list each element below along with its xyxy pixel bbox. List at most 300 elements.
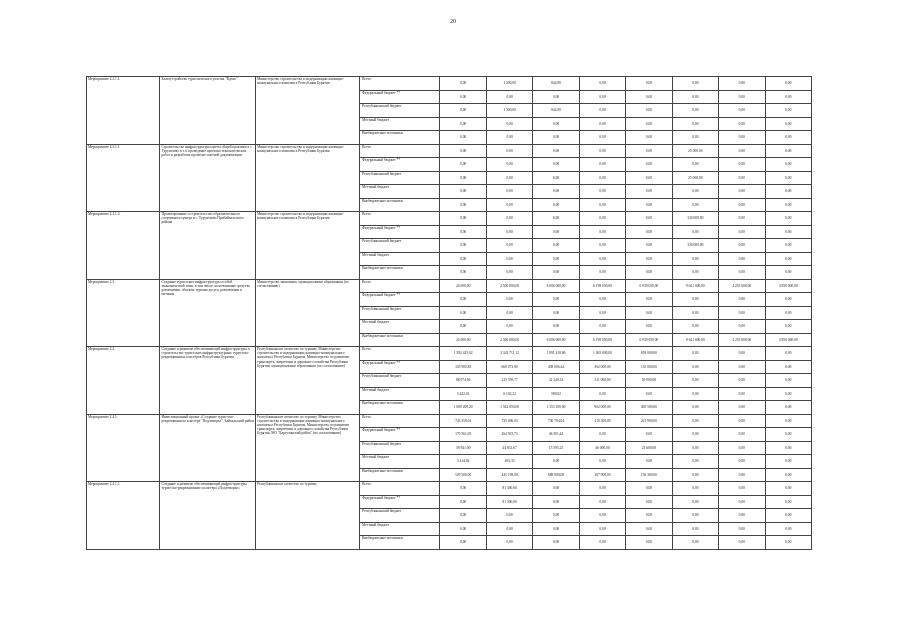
value-cell: 0,00 — [626, 320, 672, 334]
value-cell: 0,00 — [765, 536, 811, 550]
value-cell: 0,00 — [626, 293, 672, 307]
value-cell: 0,00 — [765, 374, 811, 388]
value-cell: 0,00 — [533, 252, 579, 266]
value-cell: 0,00 — [486, 252, 532, 266]
value-cell: 39 941,00 — [440, 441, 486, 455]
value-cell: 0,00 — [672, 387, 718, 401]
value-cell: 0,00 — [672, 428, 718, 442]
value-cell: 3 442,01 — [440, 387, 486, 401]
value-cell: 0,00 — [765, 495, 811, 509]
value-cell: 0,00 — [719, 401, 765, 415]
value-cell: 0,00 — [719, 131, 765, 145]
value-cell: 0,00 — [440, 185, 486, 199]
value-cell: 0,00 — [719, 482, 765, 496]
value-cell: 0,00 — [719, 252, 765, 266]
funding-source-cell: Внебюджетные источники — [360, 401, 440, 415]
value-cell: 0,00 — [579, 198, 625, 212]
table-row — [87, 279, 812, 293]
funding-source-cell: Федеральный бюджет ** — [360, 158, 440, 172]
funding-source-cell: Местный бюджет — [360, 252, 440, 266]
value-cell: 0,00 — [765, 482, 811, 496]
funding-source-cell: Республиканский бюджет — [360, 509, 440, 523]
value-cell: 0,00 — [626, 387, 672, 401]
funding-source-cell: Республиканский бюджет — [360, 441, 440, 455]
value-cell: 23 600,00 — [626, 441, 672, 455]
value-cell: 0,00 — [765, 509, 811, 523]
value-cell: 6 198 050,00 — [579, 279, 625, 293]
value-cell: 0,00 — [765, 414, 811, 428]
executor-cell: Министерство строительства и модернизации жилищно-коммунального комплекса Республики Бурятия — [256, 212, 360, 280]
value-cell: 0,00 — [579, 387, 625, 401]
value-cell: 0,00 — [533, 90, 579, 104]
funding-source-cell: Внебюджетные источники — [360, 333, 440, 347]
funding-source-cell: Внебюджетные источники — [360, 131, 440, 145]
value-cell: 6 006 000,00 — [533, 279, 579, 293]
value-cell: 0,00 — [626, 482, 672, 496]
value-cell: 0,00 — [440, 225, 486, 239]
value-cell: 458 006,44 — [533, 360, 579, 374]
value-cell: 0,00 — [486, 144, 532, 158]
value-cell: 0,00 — [765, 441, 811, 455]
measure-name-cell: Проектирование и строительство образовательного спортивного центра в с. Турунтаево Прибайкальского района — [160, 212, 256, 280]
value-cell: 0,00 — [765, 239, 811, 253]
value-cell: 0,00 — [533, 536, 579, 550]
value-cell: 0,00 — [579, 536, 625, 550]
value-cell: 660 073,80 — [486, 360, 532, 374]
value-cell: 0,00 — [533, 266, 579, 280]
measure-id-cell: Мероприятие 2.2.1.2. — [87, 212, 160, 280]
value-cell: 0,00 — [486, 90, 532, 104]
value-cell: 0,00 — [626, 522, 672, 536]
table-row — [87, 414, 812, 428]
value-cell: 0,00 — [440, 171, 486, 185]
value-cell: 0,00 — [765, 360, 811, 374]
value-cell: 0,00 — [719, 414, 765, 428]
value-cell: 0,00 — [579, 144, 625, 158]
value-cell: 0,00 — [626, 455, 672, 469]
value-cell: 6 102,22 — [486, 387, 532, 401]
value-cell: 0,00 — [579, 90, 625, 104]
value-cell: 1 000 200,20 — [440, 401, 486, 415]
value-cell: 0,00 — [533, 320, 579, 334]
measure-name-cell: Создание и развитие обеспечивающей инфраструктуры и строительство туристских инфраструктурных туристско-рекреационных кластеров Республики Бурятия — [160, 347, 256, 415]
value-cell: 0,00 — [626, 212, 672, 226]
value-cell: 0,00 — [486, 522, 532, 536]
value-cell: 0,00 — [765, 252, 811, 266]
value-cell: 730 704,04 — [533, 414, 579, 428]
value-cell: 0,00 — [533, 306, 579, 320]
measure-name-cell: Строительство инфраструктуры цветы общей практики в с. Турунтаево в т.ч. проведение проектно-изыскательских работ и разработка проектно-сметной документации — [160, 144, 256, 212]
value-cell: 0,00 — [486, 158, 532, 172]
value-cell: 902 000,00 — [579, 401, 625, 415]
value-cell: 842,00 — [533, 104, 579, 118]
funding-source-cell: Федеральный бюджет ** — [360, 428, 440, 442]
value-cell: 1 300,00 — [486, 77, 532, 91]
value-cell: 0,00 — [579, 131, 625, 145]
measure-name-cell: Создание и развитие обеспечивающей инфраструктуры туристско-рекреационного кластера «Подлеморье» — [160, 482, 256, 550]
value-cell: 0,00 — [579, 482, 625, 496]
value-cell: 0,00 — [765, 131, 811, 145]
value-cell: 688 000,00 — [533, 468, 579, 482]
value-cell: 0,00 — [533, 482, 579, 496]
value-cell: 0,00 — [533, 185, 579, 199]
value-cell: 0,00 — [719, 239, 765, 253]
value-cell: 0,00 — [626, 509, 672, 523]
value-cell: 0,00 — [672, 131, 718, 145]
funding-source-cell: Республиканский бюджет — [360, 239, 440, 253]
value-cell: 0,00 — [579, 522, 625, 536]
value-cell: 1 542 050,00 — [486, 401, 532, 415]
value-cell: 0,00 — [672, 90, 718, 104]
value-cell: 0,00 — [626, 252, 672, 266]
value-cell: 0,00 — [719, 468, 765, 482]
funding-source-cell: Всего — [360, 482, 440, 496]
value-cell: 0,00 — [440, 252, 486, 266]
value-cell: 0,00 — [626, 536, 672, 550]
value-cell: 0,00 — [765, 306, 811, 320]
value-cell: 0,00 — [440, 90, 486, 104]
value-cell: 0,00 — [533, 144, 579, 158]
value-cell: 0,00 — [533, 509, 579, 523]
value-cell: 25 000,00 — [672, 144, 718, 158]
value-cell: 0,00 — [626, 171, 672, 185]
value-cell: 0,00 — [765, 225, 811, 239]
value-cell: 1 353 100,00 — [533, 401, 579, 415]
value-cell: 0,00 — [440, 198, 486, 212]
value-cell: 842,00 — [533, 77, 579, 91]
value-cell: 493,33 — [486, 455, 532, 469]
funding-source-cell: Внебюджетные источники — [360, 536, 440, 550]
funding-table — [86, 76, 812, 550]
value-cell: 6 939 050,00 — [626, 279, 672, 293]
funding-source-cell: Всего — [360, 414, 440, 428]
value-cell: 6 006 000,00 — [533, 333, 579, 347]
value-cell: 6 939 050,00 — [626, 333, 672, 347]
value-cell: 311 000,00 — [579, 374, 625, 388]
table-row — [87, 144, 812, 158]
value-cell: 0,00 — [440, 117, 486, 131]
value-cell: 0,00 — [486, 239, 532, 253]
executor-cell: Министерство экономики, муниципальные образования (по согласованию) — [256, 279, 360, 347]
measure-id-cell: Мероприятие 2.2.1.1 — [87, 144, 160, 212]
value-cell: 0,00 — [672, 495, 718, 509]
value-cell: 0,00 — [672, 320, 718, 334]
funding-source-cell: Республиканский бюджет — [360, 306, 440, 320]
value-cell: 0,00 — [533, 239, 579, 253]
executor-cell: Республиканское агентство по туризму, Министерство строительства и модернизации жилищно-коммунального комплекса Республики Бурятия, Министерство по развитию транспорта, энергетики и дорожного хозяйства Республики Бурятия, муниципальные образования (по согласованию) — [256, 347, 360, 415]
value-cell: 0,00 — [719, 387, 765, 401]
value-cell: 0,00 — [719, 509, 765, 523]
value-cell: 0,00 — [672, 117, 718, 131]
value-cell: 735 496,03 — [486, 414, 532, 428]
value-cell: 0,00 — [626, 266, 672, 280]
funding-table-body — [87, 77, 812, 550]
value-cell: 405 500,00 — [626, 401, 672, 415]
value-cell: 0,00 — [579, 306, 625, 320]
value-cell: 0,00 — [440, 306, 486, 320]
value-cell: 0,00 — [719, 428, 765, 442]
funding-source-cell: Местный бюджет — [360, 387, 440, 401]
value-cell: 0,00 — [765, 401, 811, 415]
value-cell: 0,00 — [719, 522, 765, 536]
funding-source-cell: Местный бюджет — [360, 320, 440, 334]
funding-source-cell: Федеральный бюджет ** — [360, 293, 440, 307]
value-cell: 0,00 — [719, 225, 765, 239]
value-cell: 0,00 — [533, 522, 579, 536]
value-cell: 0,00 — [719, 185, 765, 199]
value-cell: 0,00 — [765, 158, 811, 172]
value-cell: 6 198 050,00 — [579, 333, 625, 347]
value-cell: 0,00 — [440, 320, 486, 334]
value-cell: 0,00 — [486, 171, 532, 185]
funding-source-cell: Местный бюджет — [360, 455, 440, 469]
value-cell: 0,00 — [579, 117, 625, 131]
funding-source-cell: Республиканский бюджет — [360, 171, 440, 185]
value-cell: 0,00 — [672, 468, 718, 482]
value-cell: 0,00 — [765, 212, 811, 226]
funding-source-cell: Республиканский бюджет — [360, 104, 440, 118]
value-cell: 0,00 — [672, 455, 718, 469]
value-cell: 0,00 — [672, 225, 718, 239]
value-cell: 4 253 000,00 — [719, 279, 765, 293]
value-cell: 0,00 — [486, 320, 532, 334]
value-cell: 0,00 — [719, 441, 765, 455]
value-cell: 0,00 — [533, 495, 579, 509]
value-cell: 15 595,25 — [533, 441, 579, 455]
value-cell: 0,00 — [486, 185, 532, 199]
value-cell: 0,00 — [719, 104, 765, 118]
value-cell: 0,00 — [672, 374, 718, 388]
value-cell: 9 641 000,00 — [672, 333, 718, 347]
value-cell: 3 850 000,00 — [765, 333, 811, 347]
measure-name-cell: Создание туристских инфраструктуры особой экономической зоны, в том числе: коллективные средства размещения, объекты туризма досуга, развлечения и питания — [160, 279, 256, 347]
value-cell: 0,00 — [486, 225, 532, 239]
value-cell: 0,00 — [765, 198, 811, 212]
value-cell: 0,00 — [719, 293, 765, 307]
value-cell: 0,00 — [579, 158, 625, 172]
value-cell: 0,00 — [765, 468, 811, 482]
value-cell: 0,00 — [486, 117, 532, 131]
value-cell: 0,00 — [533, 117, 579, 131]
value-cell: 0,00 — [533, 225, 579, 239]
value-cell: 0,00 — [579, 455, 625, 469]
value-cell: 445 109,00 — [486, 468, 532, 482]
value-cell: 0,00 — [626, 198, 672, 212]
value-cell: 0,00 — [486, 198, 532, 212]
value-cell: 0,00 — [765, 104, 811, 118]
value-cell: 2 506 000,00 — [486, 333, 532, 347]
value-cell: 0,00 — [719, 144, 765, 158]
executor-cell: Республиканское агентство по туризму — [256, 482, 360, 550]
value-cell: 4 253 000,00 — [719, 333, 765, 347]
value-cell: 0,00 — [719, 90, 765, 104]
value-cell: 0,00 — [440, 239, 486, 253]
value-cell: 32 240,34 — [533, 374, 579, 388]
value-cell: 0,00 — [579, 239, 625, 253]
value-cell: 0,00 — [672, 252, 718, 266]
value-cell: 0,00 — [486, 266, 532, 280]
value-cell: 0,00 — [440, 509, 486, 523]
value-cell: 59 000,00 — [626, 374, 672, 388]
value-cell: 0,00 — [440, 144, 486, 158]
table-row — [87, 77, 812, 91]
value-cell: 46 000,00 — [579, 441, 625, 455]
value-cell: 0,00 — [672, 360, 718, 374]
executor-cell: Министерство строительства и модернизации жилищно-коммунального комплекса Республики Бурятия — [256, 144, 360, 212]
value-cell: 362 000,00 — [579, 360, 625, 374]
value-cell: 24 831,67 — [486, 441, 532, 455]
value-cell: 0,00 — [719, 266, 765, 280]
value-cell: 1 300,00 — [486, 104, 532, 118]
value-cell: 0,00 — [719, 455, 765, 469]
value-cell: 88 074,96 — [440, 374, 486, 388]
value-cell: 24 000,00 — [440, 279, 486, 293]
value-cell: 0,00 — [626, 90, 672, 104]
funding-source-cell: Всего — [360, 347, 440, 361]
value-cell: 0,00 — [672, 306, 718, 320]
value-cell: 0,00 — [626, 158, 672, 172]
value-cell: 0,00 — [579, 185, 625, 199]
value-cell: 0,00 — [672, 401, 718, 415]
measure-id-cell: Мероприятие 2.4.1.1. — [87, 482, 160, 550]
value-cell: 0,00 — [672, 158, 718, 172]
value-cell: 0,00 — [672, 509, 718, 523]
value-cell: 0,00 — [719, 198, 765, 212]
value-cell: 9 641 000,00 — [672, 279, 718, 293]
value-cell: 0,00 — [626, 495, 672, 509]
value-cell: 0,00 — [672, 441, 718, 455]
funding-source-cell: Всего — [360, 77, 440, 91]
funding-source-cell: Всего — [360, 279, 440, 293]
value-cell: 170 561,05 — [440, 428, 486, 442]
value-cell: 0,00 — [533, 158, 579, 172]
value-cell: 0,00 — [626, 225, 672, 239]
funding-source-cell: Местный бюджет — [360, 185, 440, 199]
value-cell: 0,00 — [579, 495, 625, 509]
value-cell: 0,00 — [533, 198, 579, 212]
funding-source-cell: Внебюджетные источники — [360, 198, 440, 212]
value-cell: 0,00 — [719, 212, 765, 226]
value-cell: 0,00 — [486, 306, 532, 320]
value-cell: 0,00 — [533, 171, 579, 185]
value-cell: 0,00 — [579, 252, 625, 266]
value-cell: 46 501,44 — [533, 428, 579, 442]
value-cell: 0,00 — [579, 225, 625, 239]
table-row — [87, 212, 812, 226]
funding-source-cell: Внебюджетные источники — [360, 266, 440, 280]
value-cell: 0,00 — [440, 77, 486, 91]
value-cell: 0,00 — [765, 171, 811, 185]
measure-id-cell: Мероприятие 2.2.1.1. — [87, 77, 160, 145]
value-cell: 0,00 — [765, 77, 811, 91]
value-cell: 0,00 — [765, 320, 811, 334]
value-cell: 0,00 — [626, 306, 672, 320]
value-cell: 156 300,00 — [626, 468, 672, 482]
value-cell: 0,00 — [579, 104, 625, 118]
value-cell: 3 850 000,00 — [765, 279, 811, 293]
value-cell: 0,00 — [765, 185, 811, 199]
value-cell: 0,00 — [486, 536, 532, 550]
funding-source-cell: Всего — [360, 144, 440, 158]
value-cell: 81 300,00 — [486, 495, 532, 509]
value-cell: 0,00 — [765, 455, 811, 469]
value-cell: 0,00 — [672, 198, 718, 212]
funding-source-cell: Местный бюджет — [360, 522, 440, 536]
value-cell: 0,00 — [672, 522, 718, 536]
executor-cell: Министерство строительства и модернизации жилищно-коммунального комплекса Республики Бурятия — [256, 77, 360, 145]
value-cell: 0,00 — [486, 293, 532, 307]
measure-id-cell: Мероприятие 2.4. — [87, 347, 160, 415]
value-cell: 0,00 — [765, 387, 811, 401]
value-cell: 335 905,85 — [440, 360, 486, 374]
value-cell: 0,00 — [579, 509, 625, 523]
value-cell: 0,00 — [579, 77, 625, 91]
value-cell: 0,00 — [719, 360, 765, 374]
value-cell: 0,00 — [719, 374, 765, 388]
value-cell: 24 000,00 — [440, 333, 486, 347]
value-cell: 0,00 — [440, 266, 486, 280]
value-cell: 0,00 — [626, 144, 672, 158]
value-cell: 0,00 — [672, 536, 718, 550]
value-cell: 0,00 — [533, 455, 579, 469]
measure-id-cell: Мероприятие 2.3. — [87, 279, 160, 347]
value-cell: 135 000,00 — [626, 360, 672, 374]
value-cell: 0,00 — [672, 266, 718, 280]
value-cell: 0,00 — [440, 212, 486, 226]
value-cell: 0,00 — [486, 131, 532, 145]
funding-source-cell: Федеральный бюджет ** — [360, 360, 440, 374]
measure-id-cell: Мероприятие 2.4.1. — [87, 414, 160, 482]
value-cell: 0,00 — [486, 509, 532, 523]
value-cell: 0,00 — [765, 90, 811, 104]
value-cell: 580,02 — [533, 387, 579, 401]
value-cell: 0,00 — [579, 320, 625, 334]
funding-source-cell: Всего — [360, 212, 440, 226]
value-cell: 0,00 — [579, 293, 625, 307]
funding-source-cell: Местный бюджет — [360, 117, 440, 131]
value-cell: 0,00 — [672, 104, 718, 118]
value-cell: 0,00 — [626, 185, 672, 199]
value-cell: 0,00 — [440, 522, 486, 536]
value-cell: 0,00 — [765, 522, 811, 536]
value-cell: 0,00 — [765, 117, 811, 131]
value-cell: 0,00 — [533, 131, 579, 145]
value-cell: 2 506 000,00 — [486, 279, 532, 293]
value-cell: 0,00 — [672, 293, 718, 307]
funding-source-cell: Федеральный бюджет ** — [360, 495, 440, 509]
value-cell: 0,00 — [486, 212, 532, 226]
value-cell: 0,00 — [579, 266, 625, 280]
value-cell: 330 000,00 — [672, 239, 718, 253]
value-cell: 0,00 — [440, 536, 486, 550]
value-cell: 0,00 — [672, 414, 718, 428]
value-cell: 0,00 — [440, 293, 486, 307]
funding-source-cell: Федеральный бюджет ** — [360, 90, 440, 104]
value-cell: 743 350,02 — [440, 414, 486, 428]
value-cell: 3 414,02 — [440, 455, 486, 469]
value-cell: 1 582 425,02 — [440, 347, 486, 361]
value-cell: 1 891 418,86 — [533, 347, 579, 361]
value-cell: 0,00 — [579, 428, 625, 442]
value-cell: 0,00 — [719, 117, 765, 131]
value-cell: 1 365 000,00 — [579, 347, 625, 361]
value-cell: 0,00 — [440, 495, 486, 509]
value-cell: 0,00 — [719, 320, 765, 334]
value-cell: 0,00 — [440, 131, 486, 145]
value-cell: 367 900,00 — [579, 468, 625, 482]
value-cell: 0,00 — [579, 171, 625, 185]
page-number: 20 — [450, 19, 456, 25]
